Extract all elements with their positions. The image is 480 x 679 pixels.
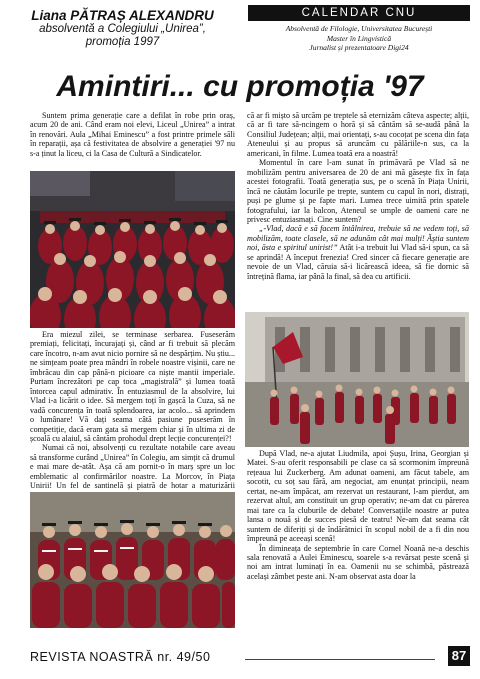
paragraph: Numai că noi, absolvenți cu rezultate notabile care aveau să transforme curând „Unirea” în Colegiu, am simțit că drumul e mai mare de-atât. Așa că am pornit-o în marș spre un loc emblematic al confirmărilor noastre. La Morcov, în Piața Unirii! Un fel de santinelă și piatră de hotar a maturizării [30, 443, 235, 491]
author-affiliation: absolventă a Colegiului „Unirea”, [39, 23, 206, 35]
bio-line: Master în Lingvistică [326, 33, 392, 43]
section-banner: CALENDAR CNU [248, 5, 470, 21]
article-column-right-continued [247, 449, 469, 581]
paragraph [247, 224, 469, 281]
paragraph: După Vlad, ne-a ajutat Liudmila, apoi Șușu, Irina, Georgian și Matei. S-au oferit responsabili pe clase ca să scormonim împreună rețeaua lui Zuckerberg. Am adunat oameni, am făcut tabele, am socotit, cu soț sau fără, am negociat, am enunțat principii, neam certat, ne-am împăcat, am rezervat un restaurant, l-am pierdut, am rezervat altul, am constituit un grup operativ; ne-am dat cu părerea mai tare ca la cluburile de debate! Conversațiile noastre ar putea lansa o nouă și de succes piesă de teatru! Ne-am dat seama cât suntem de diferiți și de îndărătnici în scopul nobil de a fi din nou împreună pe aceeași scenă! [247, 449, 469, 544]
paragraph: Suntem prima generație care a defilat în robe prin oraș, acum 20 de ani. Când eram noi elevi, Liceul „Unirea” a intrat în renovări. Aula „Mihai Eminescu” a fost printre primele săli în reparații, așa că festivitatea de absolvire a generației '97 nu s-a ținut la liceu, ci la Casa de Cultură a Sindicatelor. [30, 111, 235, 158]
paragraph: În dimineața de septembrie în care Cornel Noană ne-a deschis sala renovată a Aulei Eminescu, soarele s-a revărsat peste scenă și noi am intrat luminați în ea. Oamenii nu se schimbă, păstrează același zâmbet peste ani. N-am observat asta doar la [247, 543, 469, 581]
article-column-left [30, 111, 235, 158]
author-bio [248, 24, 470, 53]
parade-square-photo [245, 312, 469, 447]
graduation-hall-photo [30, 171, 235, 328]
class-group-photo [30, 492, 235, 628]
paragraph-continuation: Atât i-a trebuit lui Vlad să-i spun, ca să se aprindă! A început frenezia! Cred sincer că fiecare generație are nevoie de un Vlad, căruia să-i licărească ideea, să fie dornic să întrețină flama, iar până la final, să dea cu artificii. [247, 243, 469, 281]
paragraph: Momentul în care l-am sunat în primăvară pe Vlad să ne mobilizăm pentru aniversarea de 20 de ani mă găsește fix în fața acestei fotografii. Toată generația sus, pe o scenă în Piața Unirii, încă ne căutăm locurile pe trepte, suntem cu capul în nori, distrați, puși pe glume și pe fapte mari. Lumea trece uimită prin spatele fotografului, iar la balcon, Ateneul se umple de oameni care ne privesc entuziasmați. Cine suntem? [247, 158, 469, 224]
bio-line: Absolventă de Filologie, Universitatea București [285, 24, 433, 33]
quote: „-Vlad, dacă e să facem întâlnirea, trebuie să ne vedem toți, să mobilizăm, toate clasele, să ne adunăm cât mai mulți! Ăștia suntem noi, ăsta e spiritul unirist!” [247, 224, 469, 253]
footer-divider [245, 659, 435, 660]
magazine-issue-title: REVISTA NOASTRĂ nr. 49/50 [30, 650, 211, 664]
article-column-right [247, 111, 469, 281]
article-headline: Amintiri... cu promoția '97 [56, 70, 424, 103]
author-class-year: promoția 1997 [85, 36, 160, 48]
article-column-left-continued [30, 330, 235, 510]
author-block [10, 8, 235, 49]
paragraph: Era miezul zilei, se terminase serbarea. Fuseserăm premiați, felicitați, încurajați și, când ar fi trebuit să plecăm care încotro, n-am avut nicio pornire să ne despărțim. Nu știu... ne simțeam poate prea mândri în robele noastre vișinii, care ne îmbrăcau din cap până-n picioare ca niște mantii imperiale. Purtam încrezători pe cap toca „magistrală” și lumea toată întorcea capul admirativ. În entuziasmul de la absolvire, lui Vlad i-a licărit o idee. Să mergem toți în gașcă la Cuza, să ne vadă concurența în toată splendoarea, iar acolo... să aprindem o lumânare! Vă dați seama câtă pasiune puseserăm în competiție, dacă eram gata să mergem chiar și în ultima zi de școală cu alaiul, să cântăm prohodul drept lecție concurenței?! [30, 330, 235, 443]
paragraph: că ar fi mișto să urcăm pe treptele să eternizăm câteva aspecte; alții, că ar fi tare să-ncingem o horă și să cântăm să se-audă până la Consiliul Județean; alții, mai orientați, s-au cocoțat pe scena din fața Ateneului și au propus să aruncăm cu pălăriile-n sus, ca la americani, în filme. Lumea toată era a noastră! [247, 111, 469, 158]
author-name: Liana PĂTRAȘ ALEXANDRU [31, 8, 214, 23]
page-number: 87 [448, 646, 470, 666]
bio-line: Jurnalist și prezentatoare Digi24 [309, 43, 409, 53]
